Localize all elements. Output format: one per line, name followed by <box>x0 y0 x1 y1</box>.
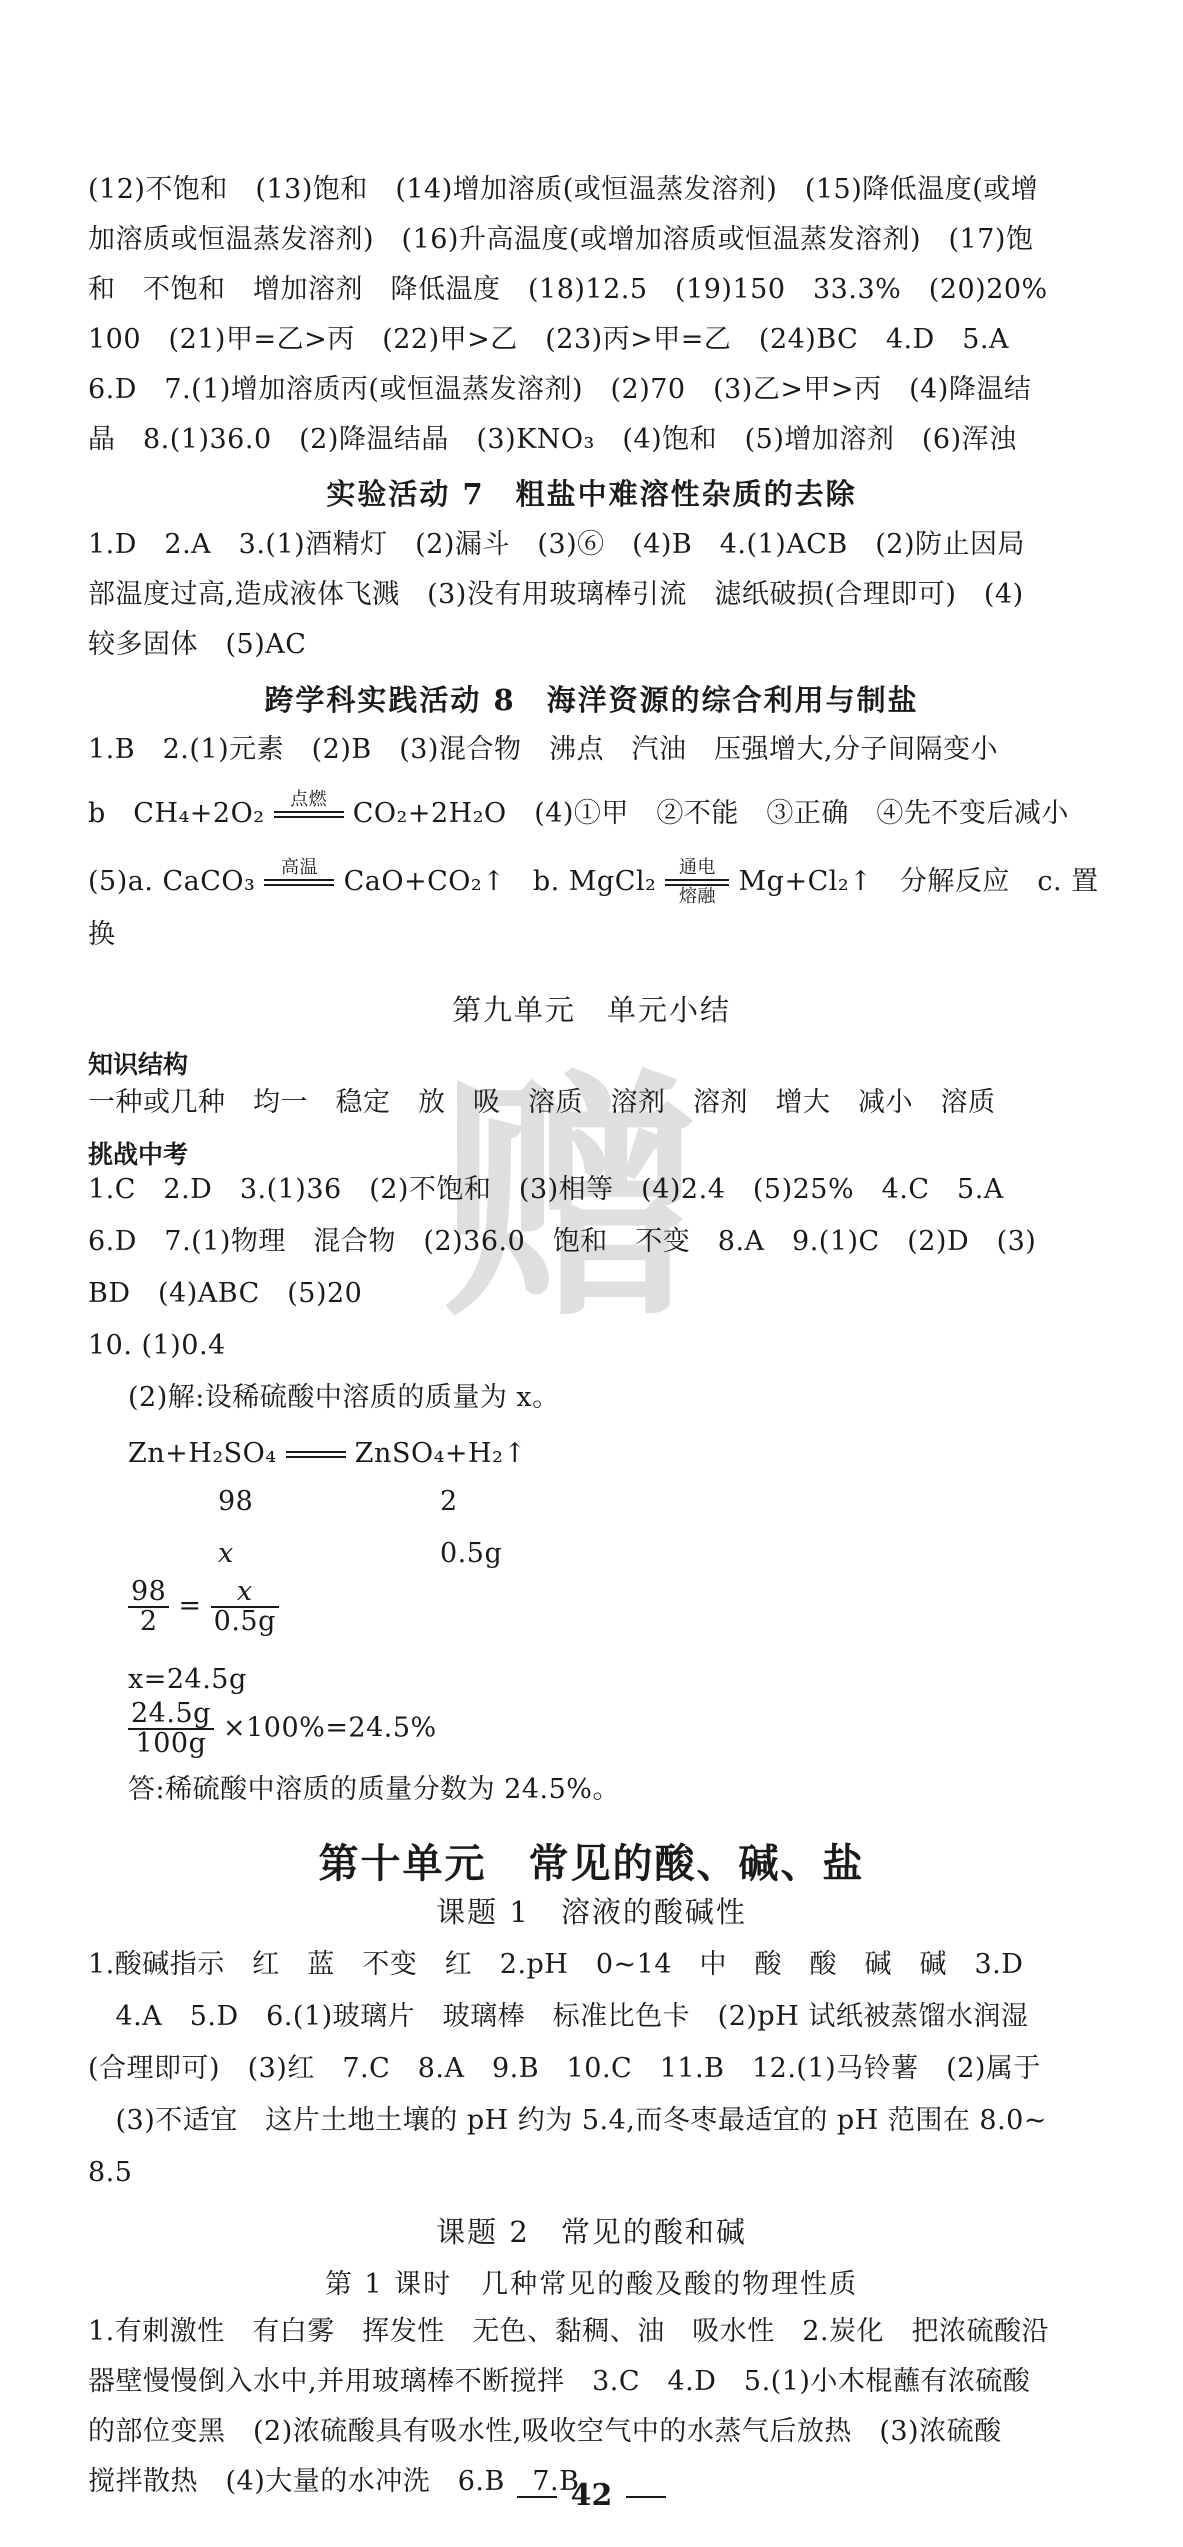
reaction-arrow <box>264 858 334 907</box>
fraction: $\frac{98}{2}$ <box>128 1578 169 1636</box>
topic-heading-2: 课题 2 常见的酸和碱 <box>436 2215 747 2249</box>
page-number <box>0 2478 1183 2513</box>
text-line: 搅拌散热 (4)大量的水冲洗 6.B 7.B <box>88 2466 580 2497</box>
fraction: $\frac{24.5g}{100g}$ <box>128 1700 214 1758</box>
calc-proportion <box>128 1578 1138 1636</box>
text-line: 1.B 2.(1)元素 (2)B (3)混合物 沸点 汽油 压强增大,分子间隔变小 <box>88 734 999 765</box>
text-line: 一种或几种 均一 稳定 放 吸 溶质 溶剂 溶剂 增大 减小 溶质 <box>88 1087 996 1118</box>
section-heading-unit9: 第九单元 单元小结 <box>451 993 731 1027</box>
equation-right: ZnSO₄+H₂↑ <box>354 1438 527 1469</box>
calc-answer: 答:稀硫酸中溶质的质量分数为 24.5%。 <box>128 1774 620 1805</box>
unit-title: 第十单元 常见的酸、碱、盐 <box>318 1841 865 1887</box>
text-line: 换 <box>88 919 116 950</box>
text-line: 1.有刺激性 有白雾 挥发性 无色、黏稠、油 吸水性 2.炭化 把浓硫酸沿 <box>88 2316 1050 2347</box>
section-heading-activity7: 实验活动 7 粗盐中难溶性杂质的去除 <box>326 477 857 511</box>
text-line: 1.酸碱指示 红 蓝 不变 红 2.pH 0~14 中 酸 酸 碱 碱 3.D <box>88 1949 1024 1980</box>
text-line: 的部位变黑 (2)浓硫酸具有吸水性,吸收空气中的水蒸气后放热 (3)浓硫酸 <box>88 2416 1002 2447</box>
text-line: 1.C 2.D 3.(1)36 (2)不饱和 (3)相等 (4)2.4 (5)25% 4.C 5.A <box>88 1174 1004 1205</box>
calc-percent <box>128 1700 1138 1758</box>
text-line: 100 (21)甲=乙>丙 (22)甲>乙 (23)丙>甲=乙 (24)BC 4.D 5.A <box>88 324 1010 355</box>
text-line: 器壁慢慢倒入水中,并用玻璃棒不断搅拌 3.C 4.D 5.(1)小木棍蘸有浓硫酸 <box>88 2366 1031 2397</box>
text-line: 8.5 <box>88 2157 133 2188</box>
text-line: 4.A 5.D 6.(1)玻璃片 玻璃棒 标准比色卡 (2)pH 试纸被蒸馏水润湿 <box>88 2001 1029 2032</box>
reaction-condition: 点燃 <box>290 789 328 810</box>
reaction-arrow <box>665 858 729 907</box>
text-line: 加溶质或恒温蒸发溶剂) (16)升高温度(或增加溶质或恒温蒸发溶剂) (17)饱 <box>88 224 1034 255</box>
equation-line <box>88 790 1098 839</box>
calc-solve: (2)解:设稀硫酸中溶质的质量为 x。 <box>128 1382 560 1413</box>
reaction-condition: 高温 <box>280 857 318 878</box>
equation-lead: b CH₄+2O₂ <box>88 798 265 829</box>
text-line: 部温度过高,造成液体飞溅 (3)没有用玻璃棒引流 滤纸破损(合理即可) (4) <box>88 579 1024 610</box>
equation-rest: CO₂+2H₂O (4)①甲 ②不能 ③正确 ④先不变后减小 <box>352 798 1069 829</box>
calc-equation <box>128 1430 1138 1479</box>
equation-left: Zn+H₂SO₄ <box>128 1438 277 1469</box>
reaction-condition: 通电 <box>678 857 716 878</box>
page-number-value: 42 <box>570 2478 613 2513</box>
text-line: (3)不适宜 这片土地土壤的 pH 约为 5.4,而冬枣最适宜的 pH 范围在 8.0~ <box>88 2105 1047 2136</box>
percent-tail: ×100%=24.5% <box>223 1712 437 1744</box>
text-line: BD (4)ABC (5)20 <box>88 1278 363 1309</box>
lesson-heading-1: 第 1 课时 几种常见的酸及酸的物理性质 <box>324 2269 859 2300</box>
text-line: (12)不饱和 (13)饱和 (14)增加溶质(或恒温蒸发溶剂) (15)降低温度(或增 <box>88 174 1039 205</box>
reaction-condition: 熔融 <box>678 886 716 907</box>
watermark-char: 赠 <box>445 1050 695 1340</box>
equation-rest: CaO+CO₂↑ b. MgCl₂ <box>343 866 657 897</box>
text-line: 6.D 7.(1)物理 混合物 (2)36.0 饱和 不变 8.A 9.(1)C (2)D (3) <box>88 1226 1037 1257</box>
topic-heading-1: 课题 1 溶液的酸碱性 <box>436 1895 747 1929</box>
equation-rest: Mg+Cl₂↑ 分解反应 c. 置 <box>738 866 1099 897</box>
text-line: 和 不饱和 增加溶剂 降低温度 (18)12.5 (19)150 33.3% (20)20% <box>88 274 1048 305</box>
calc-result: x=24.5g <box>128 1664 247 1695</box>
calc-ratio: 98 <box>218 1486 254 1517</box>
section-heading-activity8: 跨学科实践活动 8 海洋资源的综合利用与制盐 <box>264 683 919 717</box>
equals-sign: = <box>178 1590 202 1622</box>
text-line: 10. (1)0.4 <box>88 1330 226 1361</box>
fraction: $\frac{x}{0.5g}$ <box>211 1578 279 1636</box>
text-line: 晶 8.(1)36.0 (2)降温结晶 (3)KNO₃ (4)饱和 (5)增加溶剂 (6)浑浊 <box>88 424 1017 455</box>
text-line: 6.D 7.(1)增加溶质丙(或恒温蒸发溶剂) (2)70 (3)乙>甲>丙 (4)降温结 <box>88 374 1032 405</box>
label-challenge: 挑战中考 <box>88 1140 189 1169</box>
label-knowledge: 知识结构 <box>88 1050 189 1079</box>
text-line: (合理即可) (3)红 7.C 8.A 9.B 10.C 11.B 12.(1)马铃薯 (2)属于 <box>88 2053 1041 2084</box>
text-line: 较多固体 (5)AC <box>88 629 307 660</box>
equation-line <box>88 858 1098 907</box>
calc-ratio: 0.5g <box>440 1538 503 1569</box>
reaction-arrow <box>274 790 344 839</box>
calc-ratio: 2 <box>440 1486 458 1517</box>
equation-lead: (5)a. CaCO₃ <box>88 866 256 897</box>
text-line: 1.D 2.A 3.(1)酒精灯 (2)漏斗 (3)⑥ (4)B 4.(1)ACB (2)防止因局 <box>88 529 1026 560</box>
reaction-arrow <box>286 1430 346 1479</box>
calc-ratio: x <box>218 1538 234 1569</box>
